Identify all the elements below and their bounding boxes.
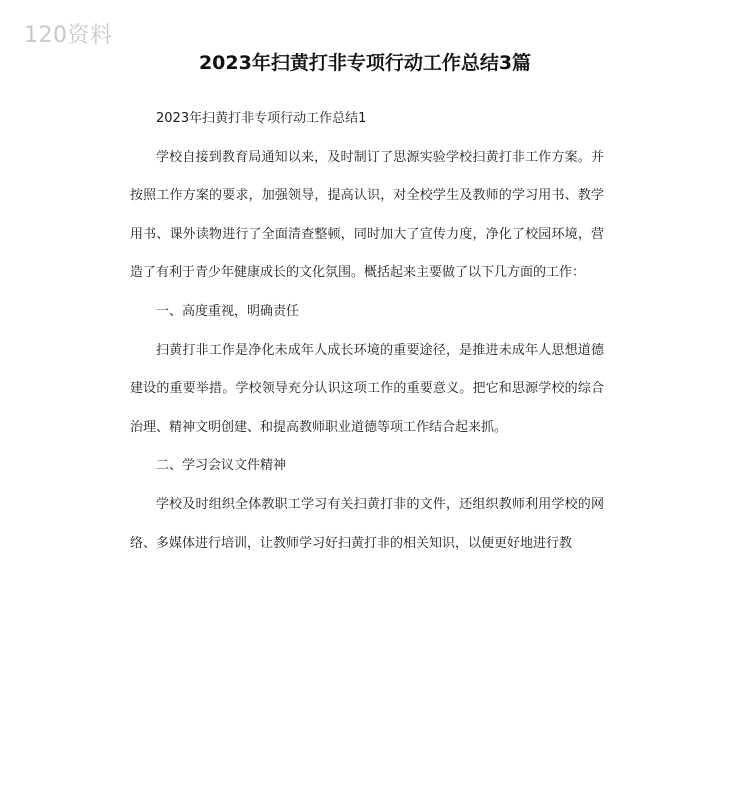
section-heading-2: 二、学习会议文件精神 <box>156 458 287 474</box>
intro-paragraph: 学校自接到教育局通知以来，及时制订了思源实验学校扫黄打非工作方案。并按照工作方案的要求，加强领导，提高认识，对全校学生及教师的学习用书、教学用书、课外读物进行了全面清查整顿，同时加大了宣传力度，净化了校园环境，营造了有利于青少年健康成长的文化氛围。概括起来主要做了以下几方面的工作： <box>130 149 604 281</box>
document-body <box>130 100 604 563</box>
page-title: 2023年扫黄打非专项行动工作总结3篇 <box>198 52 532 74</box>
watermark-logo-text: 120资料 <box>24 23 113 48</box>
section-paragraph-1: 扫黄打非工作是净化未成年人成长环境的重要途径，是推进未成年人思想道德建设的重要举措。学校领导充分认识这项工作的重要意义。把它和思源学校的综合治理、精神文明创建、和提高教师职业道德等项工作结合起来抓。 <box>130 342 604 435</box>
subtitle-paragraph: 2023年扫黄打非专项行动工作总结1 <box>156 111 367 126</box>
section-heading-1: 一、高度重视，明确责任 <box>156 303 300 319</box>
section-paragraph-2: 学校及时组织全体教职工学习有关扫黄打非的文件，还组织教师利用学校的网络、多媒体进行培训，让教师学习好扫黄打非的相关知识，以便更好地进行教 <box>130 496 604 551</box>
